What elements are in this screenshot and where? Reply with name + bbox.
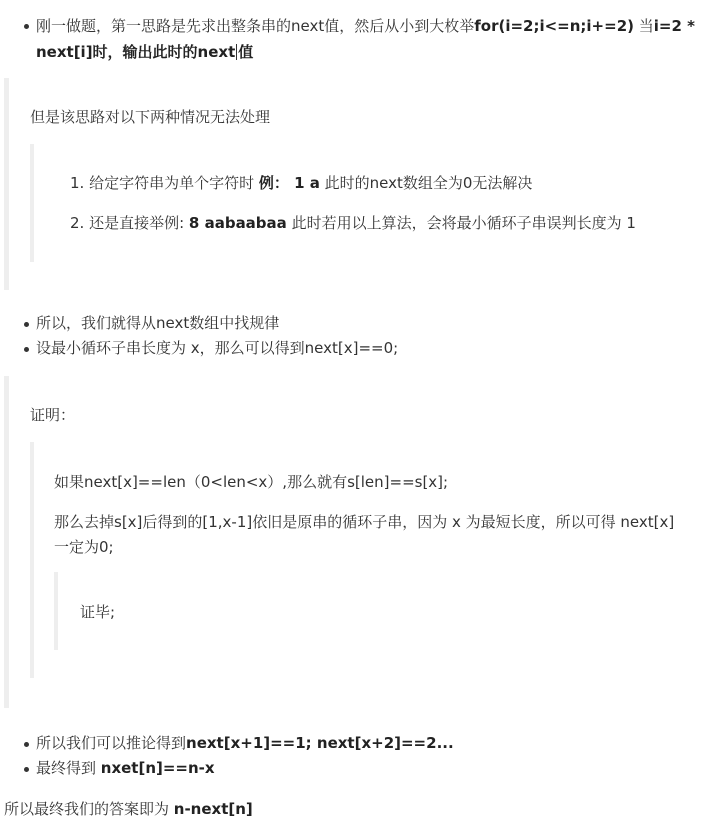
text-plain: 如果next[x]==len（0<len<x）,那么就有s[len]==s[x];	[54, 473, 449, 491]
text-plain: 刚一做题，第一思路是先求出整条串的next值，然后从小到大枚举	[36, 17, 475, 35]
proof-paragraph-2-line-1	[54, 511, 674, 533]
blockquote-2-title	[30, 404, 75, 426]
bullet-icon	[24, 347, 29, 352]
top-item-1-line-1	[36, 15, 695, 37]
text-plain: 证明：	[30, 406, 76, 424]
nested-blockquote-bar	[30, 144, 34, 262]
text-plain: 一定为0;	[54, 538, 114, 556]
text-bold: next[x+1]==1; next[x+2]==2...	[186, 734, 454, 752]
text-plain: 所以最终我们的答案即为	[4, 800, 174, 818]
text-bold: n-next[n]	[173, 800, 253, 818]
text-bold: next[i]时，输出此时的next	[36, 43, 236, 61]
bottom-item-2	[36, 757, 215, 779]
text-plain: 所以我们可以推论得到	[36, 734, 187, 752]
top-item-1-line-2	[36, 41, 253, 63]
text-plain: 设最小循环子串长度为 x，那么可以得到next[x]==0;	[36, 339, 399, 357]
text-bold: 值	[238, 43, 254, 61]
proof-end	[80, 601, 115, 623]
ordered-item-2	[70, 212, 636, 234]
text-plain: 那么去掉s[x]后得到的[1,x-1]依旧是原串的循环子串，因为 x 为最短长度，所以可得 next[x]	[54, 513, 675, 531]
text-plain: 当	[634, 17, 654, 35]
bullet-icon	[24, 322, 29, 327]
text-plain: 所以，我们就得从next数组中找规律	[36, 314, 280, 332]
blockquote-1-intro	[30, 106, 270, 128]
bullet-icon	[24, 24, 29, 29]
text-bold: i=2 *	[653, 17, 695, 35]
blockquote-bar	[4, 376, 9, 708]
list-number: 1.	[70, 174, 85, 192]
text-bold: nxet[n]==n-x	[100, 759, 215, 777]
text-plain: 此时若用以上算法，会将最小循环子串误判长度为 1	[286, 214, 636, 232]
text-plain: 最终得到	[36, 759, 101, 777]
conclusion-paragraph	[4, 798, 253, 820]
middle-item-1	[36, 312, 279, 334]
bottom-item-1	[36, 732, 454, 754]
text-plain: 还是直接举例:	[89, 214, 189, 232]
text-bold: 8 aabaabaa	[188, 214, 287, 232]
text-bold: 例： 1 a	[258, 174, 320, 192]
ordered-item-1	[70, 172, 532, 194]
proof-paragraph-2-line-2	[54, 536, 114, 558]
proof-paragraph-1	[54, 471, 448, 493]
text-plain: 但是该思路对以下两种情况无法处理	[30, 108, 271, 126]
text-bold-code: for(i=2;i<=n;i+=2)	[474, 17, 634, 35]
list-number: 2.	[70, 214, 85, 232]
inner-blockquote-bar	[54, 572, 58, 650]
text-plain: 给定字符串为单个字符时	[89, 174, 259, 192]
text-plain: 此时的next数组全为0无法解决	[319, 174, 533, 192]
middle-item-2	[36, 337, 398, 359]
nested-blockquote-bar	[30, 442, 34, 678]
bullet-icon	[24, 742, 29, 747]
blockquote-bar	[4, 78, 9, 290]
bullet-icon	[24, 767, 29, 772]
text-plain: 证毕;	[80, 603, 116, 621]
